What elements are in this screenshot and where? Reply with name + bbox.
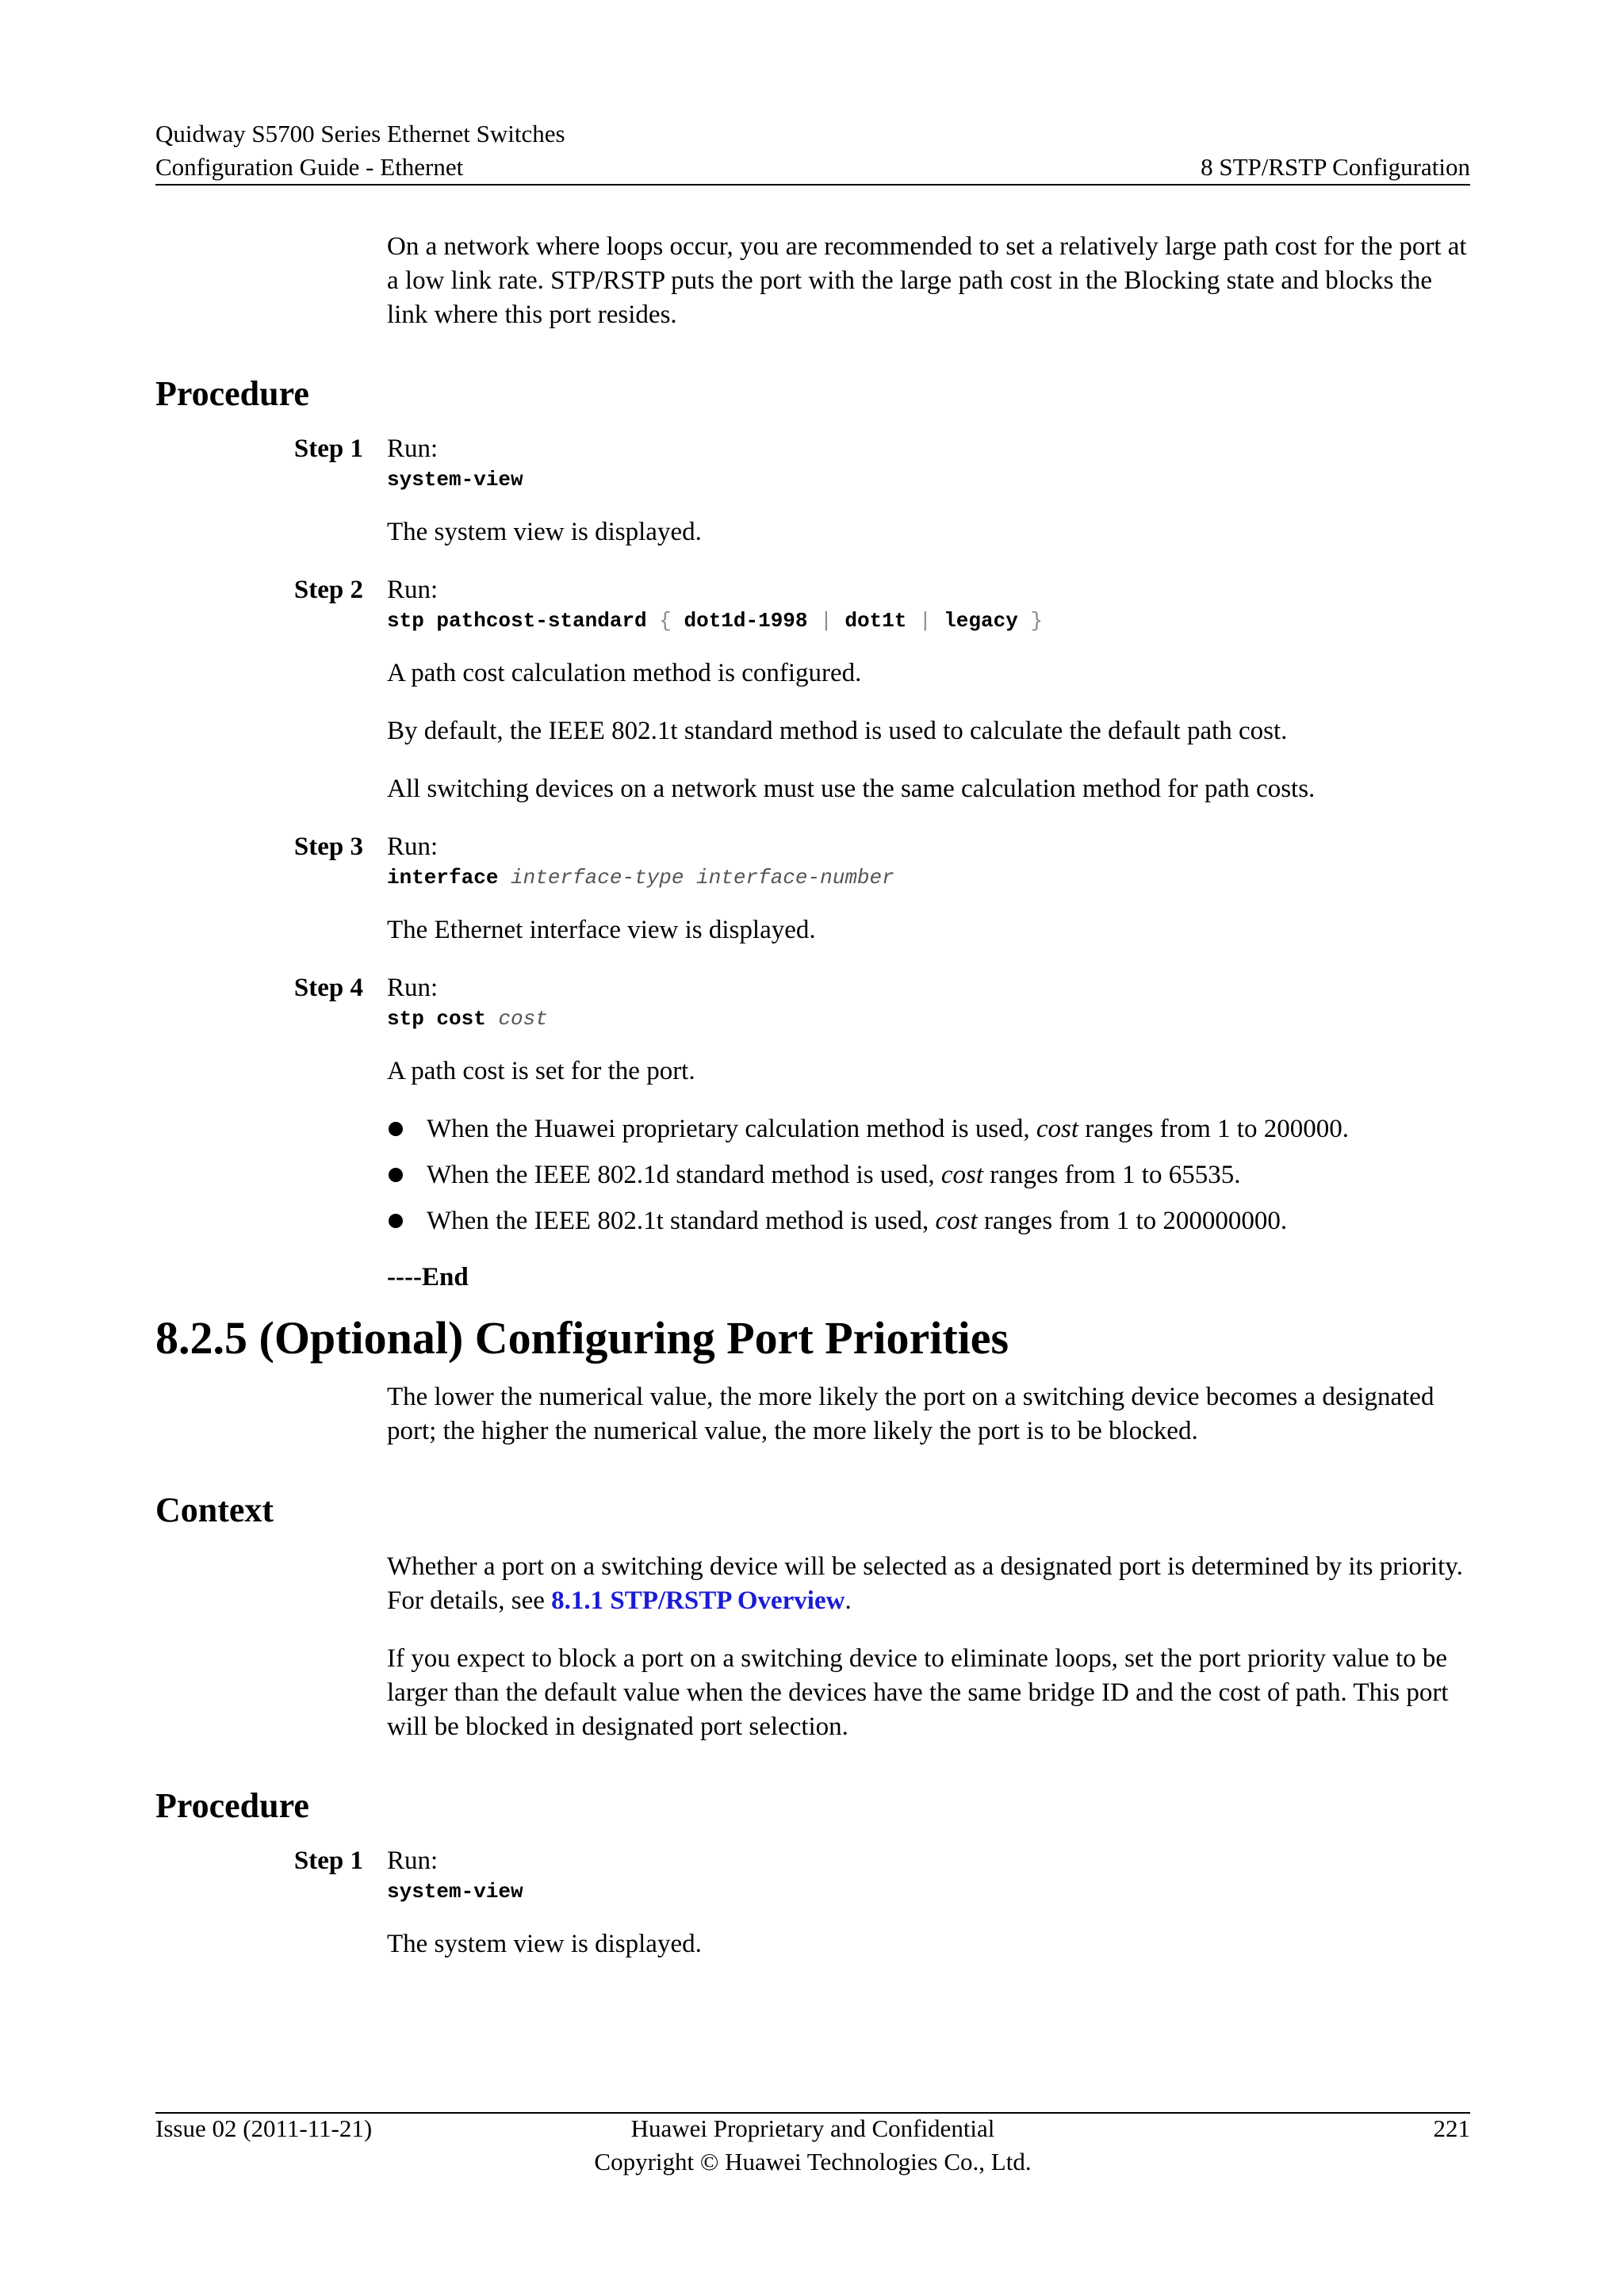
- footer-copyright-block: [155, 2112, 1470, 2179]
- procedure-step: [155, 432, 1470, 573]
- page-content: [155, 230, 1470, 1985]
- step-run-text: Run:: [387, 434, 439, 463]
- command-option: dot1t: [845, 609, 907, 633]
- command-keyword: stp pathcost-standard: [387, 609, 647, 633]
- command-option: legacy: [944, 609, 1018, 633]
- command-line: [387, 1878, 1470, 1905]
- list-item: When the Huawei proprietary calculation method is used, cost ranges from 1 to 200000.: [387, 1112, 1470, 1146]
- list-item: When the IEEE 802.1t standard method is used, cost ranges from 1 to 200000000.: [387, 1204, 1470, 1238]
- command-line: [387, 607, 1470, 634]
- intro-paragraph: On a network where loops occur, you are recommended to set a relatively large path cost for the port at a low link rate. STP/RSTP puts the port with the large path cost in the Blocking state and blocks the link where this port resides.: [387, 232, 1467, 329]
- step-run-text: Run:: [387, 576, 439, 604]
- page-number: 221: [1433, 2114, 1470, 2142]
- command-brace-close: }: [1030, 609, 1044, 633]
- page-header: [155, 117, 1470, 184]
- command-argument: interface-type interface-number: [511, 866, 894, 890]
- command-keyword: stp cost: [387, 1007, 486, 1031]
- overview-link[interactable]: 8.1.1 STP/RSTP Overview: [551, 1586, 845, 1615]
- step-description: The system view is displayed.: [387, 1930, 702, 1958]
- step-description: The Ethernet interface view is displayed.: [387, 916, 816, 944]
- procedure-heading: Procedure: [155, 374, 309, 413]
- procedure-step: [155, 971, 1470, 1295]
- step-label: Step 4: [293, 974, 363, 1002]
- section-intro: The lower the numerical value, the more likely the port on a switching device becomes a designated port; the higher the numerical value, the more likely the port is to be blocked.: [387, 1383, 1434, 1445]
- cost-term: cost: [940, 1161, 984, 1189]
- step-label: Step 1: [293, 434, 363, 463]
- list-item: When the IEEE 802.1d standard method is used, cost ranges from 1 to 65535.: [387, 1158, 1470, 1192]
- context-heading: Context: [155, 1490, 274, 1529]
- command-brace-open: {: [659, 609, 672, 633]
- step-run-text: Run:: [387, 1846, 439, 1875]
- step-label: Step 3: [293, 832, 363, 861]
- command-keyword: interface: [387, 866, 499, 890]
- command-argument: cost: [498, 1007, 548, 1031]
- header-product-title: Quidway S5700 Series Ethernet Switches: [155, 120, 565, 147]
- command-separator: |: [820, 609, 833, 633]
- step-run-text: Run:: [387, 974, 439, 1002]
- command-keyword: system-view: [387, 1880, 523, 1904]
- procedure-end-mark: ----End: [387, 1263, 469, 1292]
- step-description: The system view is displayed.: [387, 518, 702, 546]
- command-keyword: system-view: [387, 468, 523, 492]
- footer-issue: Issue 02 (2011-11-21): [155, 2114, 373, 2142]
- cost-range-list: [387, 1112, 1470, 1238]
- procedure-heading: Procedure: [155, 1786, 309, 1825]
- procedure-step: [155, 1844, 1470, 1985]
- header-chapter-title: 8 STP/RSTP Configuration: [1201, 153, 1470, 181]
- step-description: By default, the IEEE 802.1t standard method is used to calculate the default path cost.: [387, 717, 1288, 745]
- step-label: Step 1: [293, 1846, 363, 1875]
- command-line: [387, 864, 1470, 891]
- header-divider: [155, 184, 1470, 186]
- footer-copyright: Copyright © Huawei Technologies Co., Ltd.: [594, 2148, 1032, 2175]
- cost-term: cost: [935, 1207, 978, 1235]
- procedure-step: [155, 830, 1470, 971]
- footer-confidential: Huawei Proprietary and Confidential: [630, 2114, 995, 2142]
- step-description: A path cost is set for the port.: [387, 1057, 695, 1085]
- header-guide-title: Configuration Guide - Ethernet: [155, 153, 464, 181]
- command-separator: |: [918, 609, 932, 633]
- context-paragraph: If you expect to block a port on a switching device to eliminate loops, set the port priority value to be larger than the default value when the devices have the same bridge ID and the cost of path. This port will be blocked in designated port selection.: [387, 1644, 1449, 1741]
- command-option: dot1d-1998: [684, 609, 808, 633]
- step-description: A path cost calculation method is configured.: [387, 659, 862, 687]
- command-line: [387, 466, 1470, 493]
- procedure-step: [155, 573, 1470, 830]
- context-paragraph: Whether a port on a switching device will be selected as a designated port is determined by its priority. For details, see 8.1.1 STP/RSTP Overview.: [387, 1552, 1463, 1615]
- section-title: 8.2.5 (Optional) Configuring Port Priorities: [155, 1312, 1009, 1364]
- cost-term: cost: [1036, 1115, 1079, 1143]
- step-run-text: Run:: [387, 832, 439, 861]
- step-description: All switching devices on a network must use the same calculation method for path costs.: [387, 775, 1316, 803]
- command-line: [387, 1005, 1470, 1032]
- step-label: Step 2: [293, 576, 363, 604]
